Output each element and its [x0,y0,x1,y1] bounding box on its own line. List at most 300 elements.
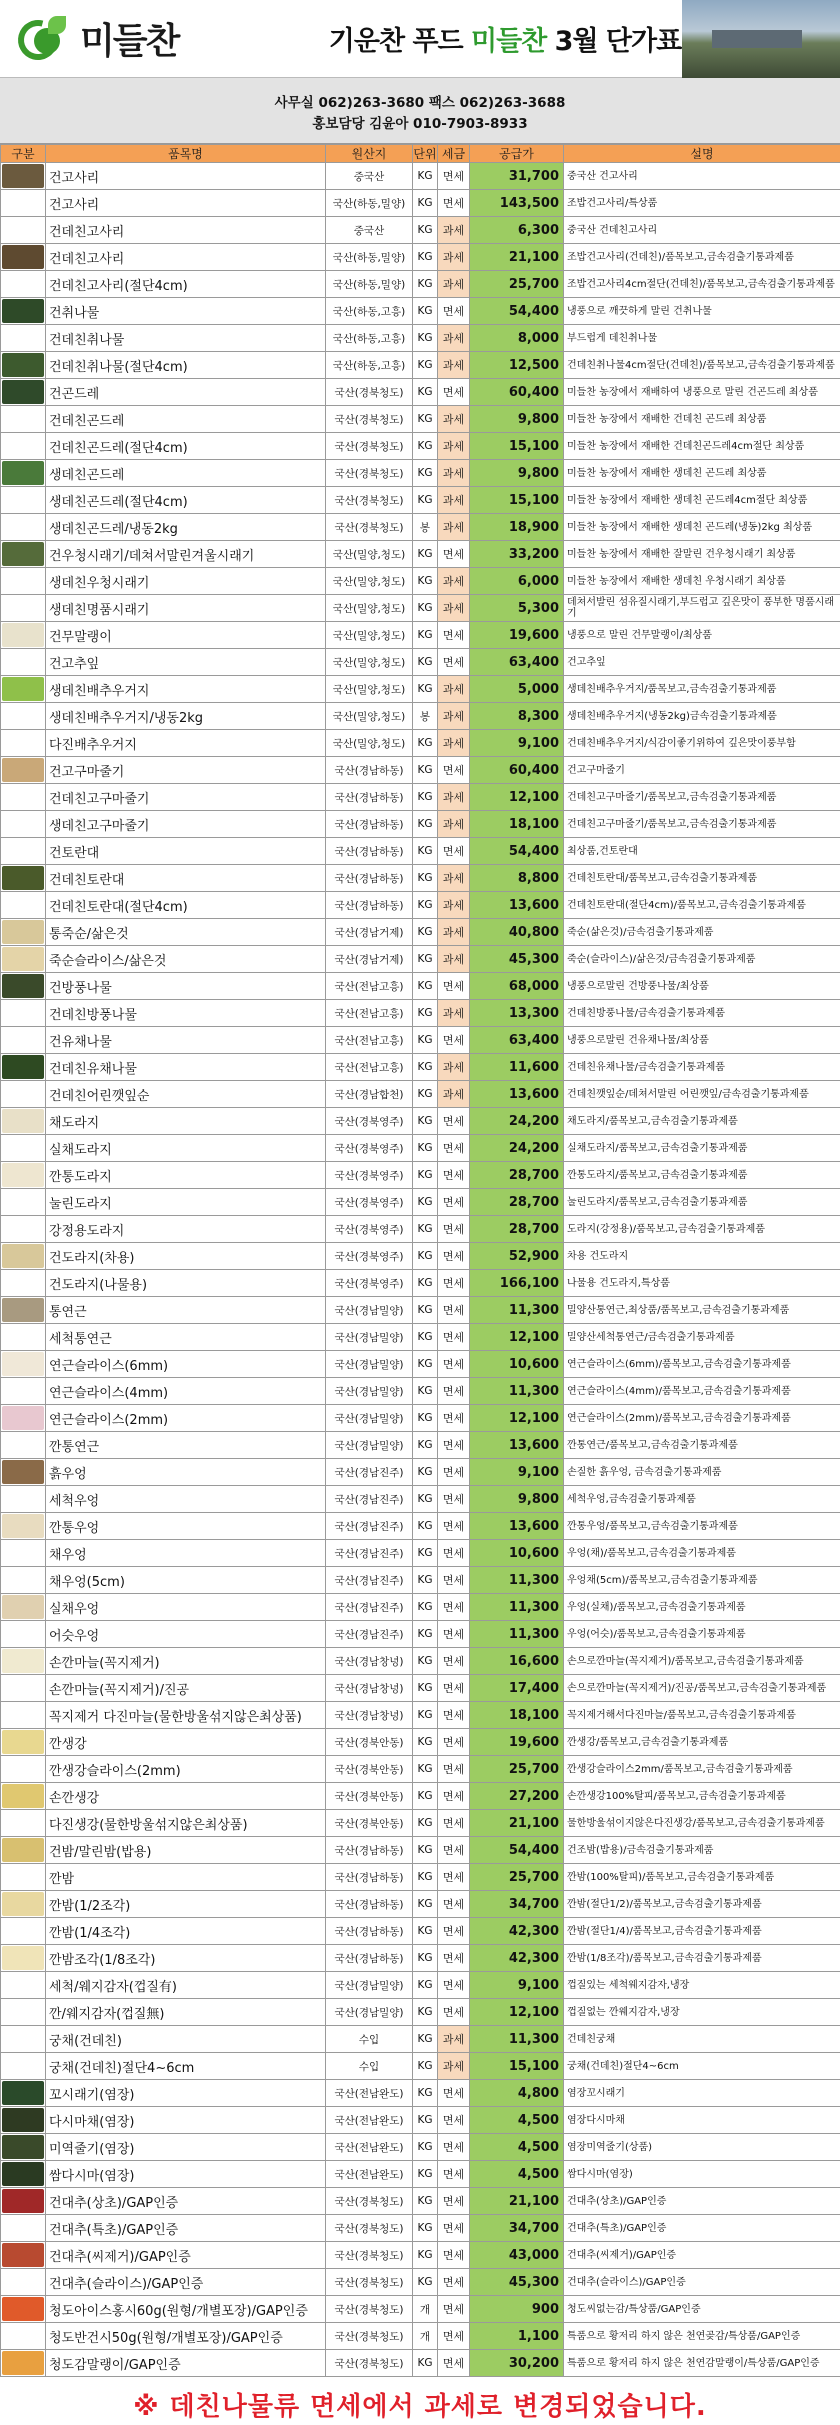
product-name: 채우엉(5cm) [46,1567,326,1594]
product-name: 생데친곤드레(절단4cm) [46,487,326,514]
description: 건대추(슬라이스)/GAP인증 [564,2269,840,2296]
tax: 과세 [438,1054,470,1081]
tax: 면세 [438,1702,470,1729]
supply-price: 63,400 [470,1027,564,1054]
product-name: 건데친고사리 [46,217,326,244]
table-row [1,2026,840,2053]
table-row [1,352,840,379]
unit: KG [413,2215,438,2242]
supply-price: 19,600 [470,1729,564,1756]
product-thumbnail [1,1027,46,1054]
table-row [1,865,840,892]
table-row [1,1135,840,1162]
unit: KG [413,2242,438,2269]
supply-price: 52,900 [470,1243,564,1270]
product-name: 꼬시래기(염장) [46,2080,326,2107]
table-row [1,1378,840,1405]
supply-price: 25,700 [470,1756,564,1783]
description: 깐밤(절단1/2)/품목보고,금속검출기통과제품 [564,1891,840,1918]
product-thumbnail [1,973,46,1000]
unit: KG [413,757,438,784]
origin: 국산(경남진주) [326,1459,413,1486]
product-name: 건대추(특초)/GAP인증 [46,2215,326,2242]
tax: 면세 [438,757,470,784]
table-row [1,919,840,946]
origin: 국산(경남밀양) [326,1378,413,1405]
tax: 면세 [438,2296,470,2323]
tax: 면세 [438,622,470,649]
description: 건대추(특초)/GAP인증 [564,2215,840,2242]
supply-price: 9,800 [470,1486,564,1513]
tax: 면세 [438,2215,470,2242]
product-thumbnail [1,1837,46,1864]
tax: 면세 [438,1405,470,1432]
supply-price: 28,700 [470,1216,564,1243]
tax: 면세 [438,2350,470,2377]
supply-price: 11,300 [470,1297,564,1324]
product-thumbnail [1,1432,46,1459]
description: 특품으로 황저리 하지 않은 천연곶감/특상품/GAP인증 [564,2323,840,2350]
unit: KG [413,784,438,811]
product-name: 생데친우청시래기 [46,568,326,595]
product-thumbnail [1,1162,46,1189]
unit: KG [413,1918,438,1945]
product-name: 건도라지(차용) [46,1243,326,1270]
supply-price: 60,400 [470,757,564,784]
description: 건대추(상초)/GAP인증 [564,2188,840,2215]
unit: KG [413,1432,438,1459]
table-row [1,1459,840,1486]
product-thumbnail [1,2080,46,2107]
product-thumbnail [1,406,46,433]
tax: 과세 [438,892,470,919]
table-row [1,676,840,703]
contact-block [0,78,840,144]
supply-price: 8,000 [470,325,564,352]
tax: 면세 [438,1729,470,1756]
column-header: 구분 [1,145,46,163]
origin: 국산(밀양,청도) [326,541,413,568]
description: 우엉(어슷)/품목보고,금속검출기통과제품 [564,1621,840,1648]
tax: 면세 [438,2242,470,2269]
product-thumbnail [1,2161,46,2188]
description: 중국산 건고사리 [564,163,840,190]
origin: 국산(경남하동) [326,1891,413,1918]
unit: KG [413,487,438,514]
description: 깐통연근/품목보고,금속검출기통과제품 [564,1432,840,1459]
product-thumbnail [1,541,46,568]
origin: 국산(경남진주) [326,1567,413,1594]
origin: 국산(하동,밀양) [326,190,413,217]
product-name: 건데친토란대 [46,865,326,892]
table-row [1,1297,840,1324]
description: 생데친배추우거지(냉동2kg)금속검출기통과제품 [564,703,840,730]
description: 실채도라지/품목보고,금속검출기통과제품 [564,1135,840,1162]
table-row [1,622,840,649]
tax: 과세 [438,2026,470,2053]
unit: KG [413,1999,438,2026]
tax: 면세 [438,1459,470,1486]
origin: 국산(경북청도) [326,487,413,514]
supply-price: 900 [470,2296,564,2323]
table-row [1,1621,840,1648]
tax: 면세 [438,298,470,325]
product-thumbnail [1,622,46,649]
supply-price: 42,300 [470,1945,564,1972]
origin: 국산(경남밀양) [326,1405,413,1432]
product-name: 손깐마늘(꼭지제거) [46,1648,326,1675]
description: 미들찬 농장에서 재배한 생데친 우청시래기 최상품 [564,568,840,595]
origin: 국산(밀양,청도) [326,703,413,730]
product-thumbnail [1,379,46,406]
supply-price: 10,600 [470,1540,564,1567]
product-name: 채우엉 [46,1540,326,1567]
tax: 면세 [438,1540,470,1567]
unit: KG [413,1351,438,1378]
unit: KG [413,811,438,838]
product-thumbnail [1,1891,46,1918]
origin: 국산(경북안동) [326,1729,413,1756]
description: 연근슬라이스(2mm)/품목보고,금속검출기통과제품 [564,1405,840,1432]
supply-price: 9,100 [470,730,564,757]
description: 우엉채(5cm)/품목보고,금속검출기통과제품 [564,1567,840,1594]
product-name: 건우청시래기/데쳐서말린겨울시래기 [46,541,326,568]
supply-price: 21,100 [470,2188,564,2215]
product-thumbnail [1,2215,46,2242]
unit: KG [413,1054,438,1081]
tax: 과세 [438,352,470,379]
description: 건조밤(밥용)/금속검출기통과제품 [564,1837,840,1864]
origin: 국산(경북청도) [326,2350,413,2377]
supply-price: 24,200 [470,1135,564,1162]
table-row [1,379,840,406]
product-thumbnail [1,838,46,865]
supply-price: 166,100 [470,1270,564,1297]
origin: 국산(경북안동) [326,1810,413,1837]
product-name: 채도라지 [46,1108,326,1135]
description: 껍질있는 세척웨지감자,냉장 [564,1972,840,1999]
supply-price: 11,600 [470,1054,564,1081]
product-thumbnail [1,1513,46,1540]
tax: 과세 [438,919,470,946]
product-thumbnail [1,1810,46,1837]
origin: 국산(전남고흥) [326,1054,413,1081]
table-row [1,1513,840,1540]
table-row [1,1108,840,1135]
unit: KG [413,1297,438,1324]
origin: 국산(전남완도) [326,2107,413,2134]
tax: 면세 [438,1891,470,1918]
table-row [1,487,840,514]
product-name: 깐밤(1/2조각) [46,1891,326,1918]
supply-price: 25,700 [470,271,564,298]
description: 궁채(건데친)절단4~6cm [564,2053,840,2080]
table-row [1,244,840,271]
table-row [1,1918,840,1945]
unit: KG [413,1378,438,1405]
product-thumbnail [1,1702,46,1729]
origin: 중국산 [326,217,413,244]
unit: KG [413,1675,438,1702]
origin: 국산(경남하동) [326,811,413,838]
product-name: 연근슬라이스(4mm) [46,1378,326,1405]
product-name: 건밤/말린밤(밥용) [46,1837,326,1864]
unit: KG [413,379,438,406]
product-thumbnail [1,1594,46,1621]
origin: 국산(하동,고흥) [326,298,413,325]
product-thumbnail [1,1567,46,1594]
description: 깐밤(100%탈피)/품목보고,금속검출기통과제품 [564,1864,840,1891]
tax: 과세 [438,946,470,973]
unit: KG [413,1135,438,1162]
tax: 과세 [438,325,470,352]
product-name: 건방풍나물 [46,973,326,1000]
tax: 면세 [438,1297,470,1324]
table-row [1,2053,840,2080]
unit: KG [413,973,438,1000]
table-row [1,163,840,190]
origin: 국산(경북영주) [326,1189,413,1216]
description: 염장꼬시래기 [564,2080,840,2107]
supply-price: 30,200 [470,2350,564,2377]
unit: KG [413,1810,438,1837]
product-thumbnail [1,1351,46,1378]
supply-price: 16,600 [470,1648,564,1675]
product-name: 건대추(씨제거)/GAP인증 [46,2242,326,2269]
product-name: 세척우엉 [46,1486,326,1513]
origin: 국산(밀양,청도) [326,595,413,622]
supply-price: 68,000 [470,973,564,1000]
unit: KG [413,1405,438,1432]
table-row [1,2080,840,2107]
supply-price: 9,100 [470,1459,564,1486]
description: 염장미역줄기(상품) [564,2134,840,2161]
origin: 국산(경북청도) [326,2323,413,2350]
tax: 면세 [438,1810,470,1837]
description: 건데친방풍나물/금속검출기통과제품 [564,1000,840,1027]
tax: 과세 [438,487,470,514]
supply-price: 15,100 [470,433,564,460]
description: 손질한 흙우엉, 금속검출기통과제품 [564,1459,840,1486]
table-row [1,271,840,298]
table-row [1,1648,840,1675]
description: 손깐생강100%탈피/품목보고,금속검출기통과제품 [564,1783,840,1810]
unit: KG [413,1108,438,1135]
product-name: 깐통연근 [46,1432,326,1459]
tax: 면세 [438,1189,470,1216]
product-thumbnail [1,1405,46,1432]
description: 냉풍으로말린 건유채나물/최상품 [564,1027,840,1054]
table-row [1,1972,840,1999]
tax: 면세 [438,838,470,865]
origin: 국산(경남밀양) [326,1432,413,1459]
product-name: 건유채나물 [46,1027,326,1054]
product-thumbnail [1,460,46,487]
product-thumbnail [1,1108,46,1135]
column-header: 설명 [564,145,840,163]
tax: 면세 [438,1270,470,1297]
product-thumbnail [1,217,46,244]
supply-price: 34,700 [470,1891,564,1918]
table-row [1,1891,840,1918]
tax: 면세 [438,1027,470,1054]
table-row [1,541,840,568]
supply-price: 5,000 [470,676,564,703]
origin: 국산(경남진주) [326,1486,413,1513]
origin: 국산(경남하동) [326,838,413,865]
product-name: 연근슬라이스(6mm) [46,1351,326,1378]
product-thumbnail [1,946,46,973]
supply-price: 13,300 [470,1000,564,1027]
table-row [1,1702,840,1729]
unit: KG [413,676,438,703]
unit: KG [413,1729,438,1756]
origin: 국산(경남거제) [326,946,413,973]
supply-price: 11,300 [470,1567,564,1594]
product-name: 다진생강(물한방울섞지않은최상품) [46,1810,326,1837]
origin: 국산(경북안동) [326,1783,413,1810]
product-name: 건고사리 [46,163,326,190]
table-row [1,1189,840,1216]
description: 부드럽게 데친취나물 [564,325,840,352]
product-thumbnail [1,1972,46,1999]
product-name: 강정용도라지 [46,1216,326,1243]
tax: 면세 [438,1999,470,2026]
column-header: 원산지 [326,145,413,163]
description: 죽순(삶은것)/금속검출기통과제품 [564,919,840,946]
product-thumbnail [1,1135,46,1162]
supply-price: 6,300 [470,217,564,244]
unit: KG [413,433,438,460]
table-row [1,190,840,217]
supply-price: 11,300 [470,1621,564,1648]
origin: 국산(경북청도) [326,2296,413,2323]
product-name: 깐생강 [46,1729,326,1756]
tax: 면세 [438,1162,470,1189]
unit: KG [413,1189,438,1216]
supply-price: 13,600 [470,1081,564,1108]
table-row [1,1810,840,1837]
description: 건데친토란대(절단4cm)/품목보고,금속검출기통과제품 [564,892,840,919]
product-thumbnail [1,1270,46,1297]
origin: 국산(경남진주) [326,1513,413,1540]
product-name: 눌린도라지 [46,1189,326,1216]
product-thumbnail [1,757,46,784]
tax: 과세 [438,244,470,271]
tax: 과세 [438,433,470,460]
table-row [1,325,840,352]
origin: 국산(경남진주) [326,1621,413,1648]
unit: KG [413,325,438,352]
product-name: 건데친취나물 [46,325,326,352]
product-thumbnail [1,163,46,190]
origin: 국산(경북영주) [326,1243,413,1270]
description: 건데친취나물4cm절단(건데친)/품목보고,금속검출기통과제품 [564,352,840,379]
origin: 국산(경남하동) [326,865,413,892]
origin: 국산(경북청도) [326,460,413,487]
unit: KG [413,1567,438,1594]
table-row [1,1027,840,1054]
origin: 국산(밀양,청도) [326,676,413,703]
description: 중국산 건데친고사리 [564,217,840,244]
product-thumbnail [1,703,46,730]
supply-price: 8,800 [470,865,564,892]
page-title: 기운찬 푸드 미들찬 3월 단가표 [328,26,682,57]
description: 최상품,건토란대 [564,838,840,865]
product-name: 깐밤(1/4조각) [46,1918,326,1945]
tax: 과세 [438,568,470,595]
table-row [1,1432,840,1459]
unit: KG [413,271,438,298]
table-row [1,1000,840,1027]
unit: KG [413,1243,438,1270]
description: 나물용 건도라지,특상품 [564,1270,840,1297]
tax: 면세 [438,1783,470,1810]
product-name: 다진배추우거지 [46,730,326,757]
table-row [1,784,840,811]
tax: 면세 [438,1243,470,1270]
tax: 과세 [438,460,470,487]
supply-price: 19,600 [470,622,564,649]
product-name: 건무말랭이 [46,622,326,649]
description: 냉풍으로 깨끗하게 말린 건취나물 [564,298,840,325]
unit: KG [413,1270,438,1297]
table-row [1,1540,840,1567]
unit: KG [413,2134,438,2161]
product-name: 건토란대 [46,838,326,865]
unit: KG [413,1027,438,1054]
unit: KG [413,1162,438,1189]
tax: 면세 [438,1324,470,1351]
product-name: 청도감말랭이/GAP인증 [46,2350,326,2377]
column-header: 세금 [438,145,470,163]
tax: 과세 [438,730,470,757]
column-header: 품목명 [46,145,326,163]
product-thumbnail [1,1081,46,1108]
table-row [1,1405,840,1432]
origin: 국산(전남완도) [326,2134,413,2161]
tax: 면세 [438,1675,470,1702]
product-name: 청도아이스홍시60g(원형/개별포장)/GAP인증 [46,2296,326,2323]
product-name: 건곤드레 [46,379,326,406]
product-name: 생데친배추우거지/냉동2kg [46,703,326,730]
supply-price: 4,500 [470,2161,564,2188]
description: 건데친고구마줄기/품목보고,금속검출기통과제품 [564,784,840,811]
product-thumbnail [1,1918,46,1945]
origin: 국산(밀양,청도) [326,649,413,676]
unit: KG [413,406,438,433]
table-row [1,1486,840,1513]
product-name: 청도반건시50g(원형/개별포장)/GAP인증 [46,2323,326,2350]
product-thumbnail [1,2242,46,2269]
tax: 면세 [438,1567,470,1594]
unit: KG [413,1081,438,1108]
tax: 과세 [438,1081,470,1108]
tax: 면세 [438,1594,470,1621]
product-name: 궁채(건데친)절단4~6cm [46,2053,326,2080]
price-table [0,144,840,2377]
origin: 국산(경북영주) [326,1135,413,1162]
product-thumbnail [1,919,46,946]
product-name: 건대추(슬라이스)/GAP인증 [46,2269,326,2296]
supply-price: 12,100 [470,1405,564,1432]
tax: 면세 [438,190,470,217]
supply-price: 1,100 [470,2323,564,2350]
description: 청도씨없는감/특상품/GAP인증 [564,2296,840,2323]
table-row [1,2296,840,2323]
table-row [1,811,840,838]
description: 깐통도라지/품목보고,금속검출기통과제품 [564,1162,840,1189]
